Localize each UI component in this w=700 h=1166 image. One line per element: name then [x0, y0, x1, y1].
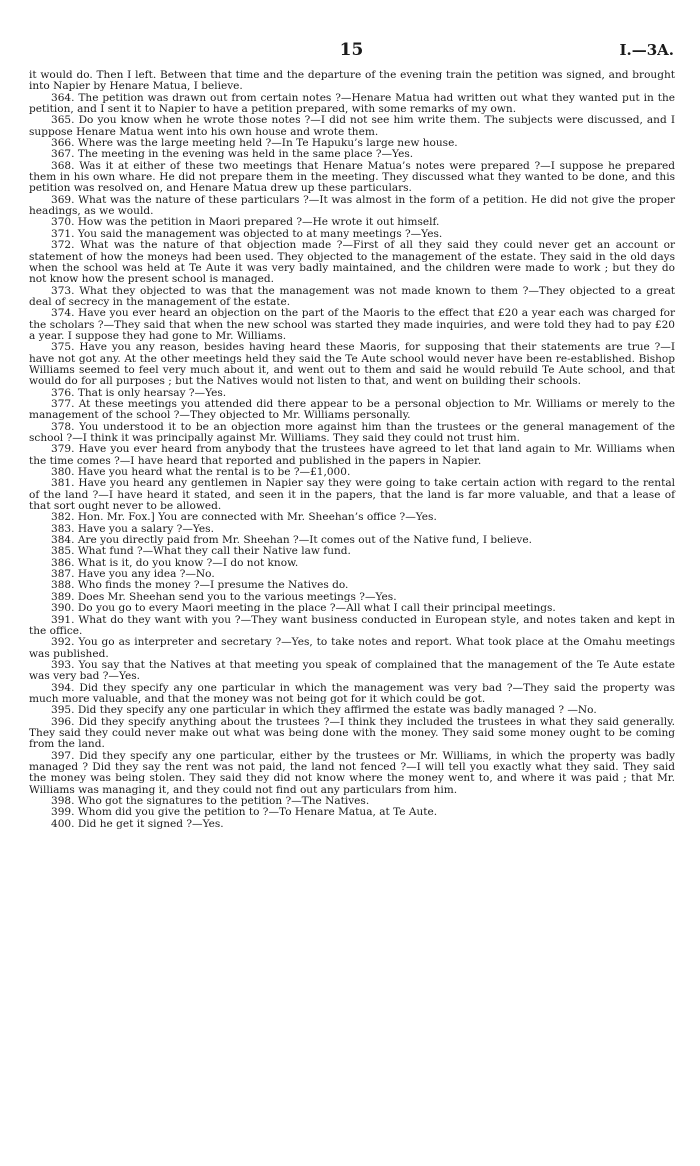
testimony-paragraph: 385. What fund ?—What they call their Native law fund. [51, 545, 351, 558]
testimony-paragraph: 400. Did he get it signed ?—Yes. [51, 817, 224, 830]
testimony-paragraph: 365. Do you know when he wrote those notes ?—I did not see him write them. The subjects were discussed, and I suppose Henare Matua went into his own house and wrote them. [29, 114, 675, 138]
testimony-paragraph: 380. Have you heard what the rental is to be ?—£1,000. [51, 466, 351, 479]
testimony-paragraph: 366. Where was the large meeting held ?—In Te Hapuku’s large new house. [51, 137, 458, 150]
testimony-paragraph: 387. Have you any idea ?—No. [51, 568, 215, 581]
testimony-paragraph: 394. Did they specify any one particular in which the management was very bad ?—They said the property was much more valuable, and that the money was not being got for it which could be got. [29, 681, 675, 705]
continuation-paragraph: it would do. Then I left. Between that time and the departure of the evening train the petition was signed, and brought into Napier by Henare Matua, I believe. [29, 69, 675, 93]
testimony-paragraph: 392. You go as interpreter and secretary ?—Yes, to take notes and report. What took place at the Omahu meetings was published. [29, 636, 675, 660]
testimony-paragraph: 382. Hon. Mr. Fox.] You are connected with Mr. Sheehan’s office ?—Yes. [51, 511, 437, 524]
body-text [29, 70, 675, 830]
testimony-paragraph: 370. How was the petition in Maori prepared ?—He wrote it out himself. [51, 216, 440, 229]
testimony-paragraph: 386. What is it, do you know ?—I do not know. [51, 556, 299, 569]
testimony-paragraph: 377. At these meetings you attended did there appear to be a personal objection to Mr. Williams or merely to the management of the school ?—They objected to Mr. Williams personally. [29, 397, 675, 422]
testimony-paragraph: 372. What was the nature of that objection made ?—First of all they said they could never get an account or statement of how the moneys had been used. They objected to the management of the estate. They said in the old days when the school was held at Te Aute it was very badly maintained, and the children were made to work ; but they do not know how the present school is managed. [29, 239, 675, 286]
testimony-paragraph: 397. Did they specify any one particular, either by the trustees or Mr. Williams, in which the property was badly managed ? Did they say the rent was not paid, the land not fenced ?—I will tell you exactly what they said. They said the money was being stolen. They said they did not know where the money went to, and where it was paid ; that Mr. Williams was managing it, and they could not find out any particulars from him. [29, 749, 675, 796]
testimony-paragraph: 368. Was it at either of these two meetings that Henare Matua’s notes were prepared ?—I suppose he prepared them in his own whare. He did not prepare them in the meeting. They discussed what they wanted to be done, and this petition was resolved on, and Henare Matua drew up these particulars. [29, 159, 675, 195]
page-header [29, 40, 674, 60]
testimony-paragraph: 375. Have you any reason, besides having heard these Maoris, for supposing that their statements are true ?—I have not got any. At the other meetings held they said the Te Aute school would never have been re-established. Bishop Williams seemed to feel very much about it, and went out to them and said he would rebuild Te Aute school, and that would do for all purposes ; but the Natives would not listen to that, and went on building their schools. [29, 341, 675, 388]
testimony-paragraph: 396. Did they specify anything about the trustees ?—I think they included the trustees in what they said generally. They said they could never make out what was being done with the money. They said some money ought to be coming from the land. [29, 715, 675, 751]
testimony-paragraph: 395. Did they specify any one particular in which they affirmed the estate was badly managed ? —No. [51, 704, 597, 717]
testimony-paragraph: 369. What was the nature of these particulars ?—It was almost in the form of a petition. He did not give the proper headings, as we would. [29, 193, 675, 218]
testimony-paragraph: 379. Have you ever heard from anybody that the trustees have agreed to let that land again to Mr. Williams when the time comes ?—I have heard that reported and published in the papers in Napier. [29, 443, 675, 467]
testimony-paragraph: 388. Who finds the money ?—I presume the Natives do. [51, 579, 349, 592]
testimony-paragraph: 364. The petition was drawn out from certain notes ?—Henare Matua had written out what they wanted put in the petition, and I sent it to Napier to have a petition prepared, with some remarks of my own. [29, 91, 675, 116]
testimony-paragraph: 373. What they objected to was that the management was not made known to them ?—They objected to a great deal of secrecy in the management of the estate. [29, 284, 675, 308]
testimony-paragraph: 367. The meeting in the evening was held in the same place ?—Yes. [51, 148, 414, 161]
testimony-paragraph: 390. Do you go to every Maori meeting in the place ?—All what I call their principal meetings. [51, 602, 556, 615]
document-reference: I.—3A. [619, 41, 674, 59]
testimony-paragraph: 393. You say that the Natives at that meeting you speak of complained that the management of the Te Aute estate was very bad ?—Yes. [29, 658, 675, 683]
testimony-paragraph: 371. You said the management was objected to at many meetings ?—Yes. [51, 227, 443, 240]
page-number: 15 [339, 40, 364, 60]
testimony-paragraph: 381. Have you heard any gentlemen in Napier say they were going to take certain action with regard to the rental of the land ?—I have heard it stated, and seen it in the papers, that the land is far more valuable, and that a lease of that sort ought never to be allowed. [29, 477, 675, 513]
testimony-paragraph: 389. Does Mr. Sheehan send you to the various meetings ?—Yes. [51, 590, 397, 603]
testimony-paragraph: 399. Whom did you give the petition to ?—To Henare Matua, at Te Aute. [51, 806, 438, 819]
testimony-paragraph: 374. Have you ever heard an objection on the part of the Maoris to the effect that £20 a year each was charged for the scholars ?—They said that when the new school was started they made inquiries, and were told they had to pay £20 a year. I suppose they had gone to Mr. Williams. [29, 307, 675, 342]
testimony-paragraph: 376. That is only hearsay ?—Yes. [51, 386, 227, 399]
testimony-paragraph: 384. Are you directly paid from Mr. Sheehan ?—It comes out of the Native fund, I believe. [51, 534, 532, 547]
testimony-paragraph: 391. What do they want with you ?—They want business conducted in European style, and notes taken and kept in the office. [29, 613, 675, 637]
testimony-paragraph: 398. Who got the signatures to the petition ?—The Natives. [51, 795, 370, 807]
testimony-paragraph: 383. Have you a salary ?—Yes. [51, 522, 214, 535]
testimony-paragraph: 378. You understood it to be an objection more against him than the trustees or the general management of the school ?—I think it was principally against Mr. Williams. They said they could not trust him. [29, 420, 675, 444]
